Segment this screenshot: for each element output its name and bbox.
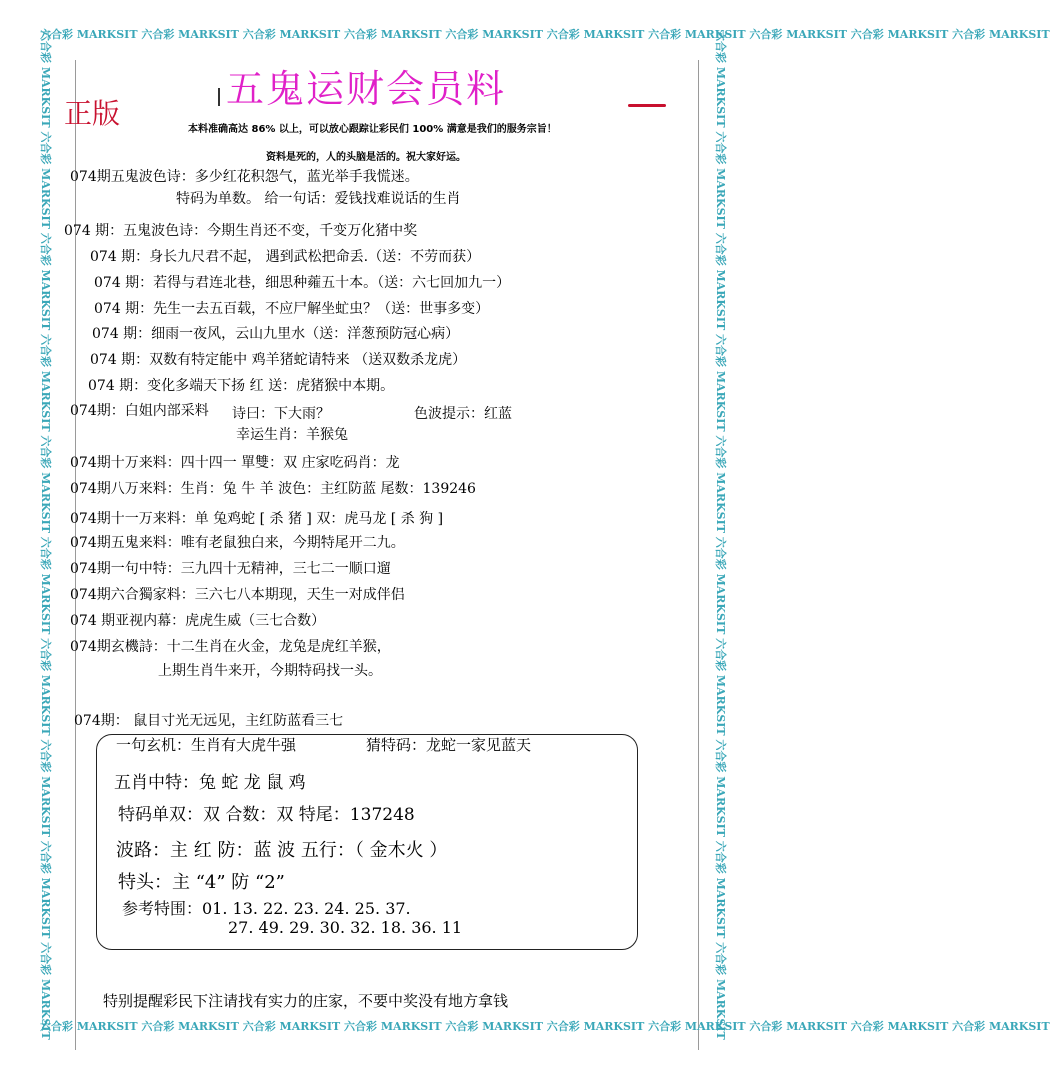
zhengban-badge: 正版 — [64, 97, 121, 130]
line-20: 074 期亚视内幕：虎虎生威（三七合数） — [70, 613, 326, 629]
line-6: 074 期：先生一去五百载，不应尸解坐虻虫？（送：世事多变） — [94, 301, 490, 317]
box-line-7: 27. 49. 29. 30. 32. 18. 36. 11 — [228, 918, 463, 937]
line-16: 074期十一万来料：单 兔鸡蛇 [ 杀 猪 ] 双：虎马龙 [ 杀 狗 ] — [70, 511, 444, 527]
frame-right-line — [698, 60, 699, 1050]
line-5: 074 期：若得与君连北巷，细思种蕹五十本。（送：六七回加九一） — [94, 275, 511, 291]
box-line-6: 参考特围：01. 13. 22. 23. 24. 25. 37. — [122, 899, 411, 918]
frame-left-line — [75, 60, 76, 1050]
box-line-1a: 一句玄机：生肖有大虎牛强 — [116, 736, 297, 754]
footer-note: 特别提醒彩民下注请找有实力的庄家，不要中奖没有地方拿钱 — [103, 992, 509, 1010]
line-9: 074 期：变化多端天下扬 红 送：虎猪猴中本期。 — [88, 378, 395, 394]
line-21: 074期玄機詩：十二生肖在火金，龙兔是虎红羊猴， — [70, 639, 391, 655]
box-line-2: 五肖中特：兔 蛇 龙 鼠 鸡 — [114, 773, 306, 793]
line-3: 074 期：五鬼波色诗：今期生肖还不变，千变万化猪中奖 — [64, 223, 418, 239]
line-14: 074期十万来料：四十四一 單雙：双 庄家吃码肖：龙 — [70, 455, 400, 471]
watermark-right-strip — [714, 30, 733, 1040]
box-line-1b: 猜特码：龙蛇一家见蓝天 — [366, 736, 532, 754]
line-23: 074期： 鼠目寸光无远见，主红防蓝看三七 — [74, 713, 344, 729]
red-underline-mark — [628, 104, 666, 107]
slogan-line-2: 资料是死的，人的头脑是活的。祝大家好运。 — [266, 152, 466, 163]
box-line-3: 特码单双：双 合数：双 特尾：137248 — [118, 805, 415, 825]
title-cursor-mark — [218, 88, 220, 106]
box-line-4: 波路：主 红 防：蓝 波 五行：（ 金木火 ） — [116, 840, 448, 861]
watermark-bottom: 六合彩 MARKSIT 六合彩 MARKSIT 六合彩 MARKSIT 六合彩 MARKSIT 六合彩 MARKSIT 六合彩 MARKSIT 六合彩 MARKSIT 六合彩 MARKSIT 六合彩 MARKSIT 六合彩 MARKSIT — [40, 1020, 1050, 1033]
page-title: 五鬼运财会员料 — [226, 67, 507, 111]
line-10: 074期：白姐内部采料 — [70, 403, 209, 419]
line-22: 上期生肖牛来开，今期特码找一头。 — [158, 663, 382, 679]
slogan-line-1: 本料准确高达 86% 以上，可以放心跟踪让彩民们 100% 满意是我们的服务宗旨！ — [188, 124, 557, 135]
line-8: 074 期：双数有特定能中 鸡羊猪蛇请特来 （送双数杀龙虎） — [90, 352, 467, 368]
watermark-top: 六合彩 MARKSIT 六合彩 MARKSIT 六合彩 MARKSIT 六合彩 MARKSIT 六合彩 MARKSIT 六合彩 MARKSIT 六合彩 MARKSIT 六合彩 MARKSIT 六合彩 MARKSIT 六合彩 MARKSIT — [40, 28, 1050, 41]
line-11: 诗曰：下大雨？ — [232, 406, 330, 422]
line-13: 幸运生肖：羊猴兔 — [236, 427, 348, 443]
watermark-left: 六合彩 MARKSIT 六合彩 MARKSIT 六合彩 MARKSIT 六合彩 MARKSIT 六合彩 MARKSIT 六合彩 MARKSIT 六合彩 MARKSIT 六合彩 MARKSIT 六合彩 MARKSIT 六合彩 MARKSIT — [39, 30, 52, 1040]
line-19: 074期六合獨家料：三六七八本期现，天生一对成伴侣 — [70, 587, 405, 603]
line-18: 074期一句中特：三九四十无精神，三七二一顺口遛 — [70, 561, 391, 577]
line-17: 074期五鬼来料：唯有老鼠独白来，今期特尾开二九。 — [70, 535, 405, 551]
line-4: 074 期：身长九尺君不起， 遇到武松把命丢.（送：不劳而获） — [90, 249, 481, 265]
line-15: 074期八万来料：生肖：兔 牛 羊 波色：主红防蓝 尾数：139246 — [70, 481, 476, 497]
line-1: 074期五鬼波色诗：多少红花积怨气，蓝光举手我慌迷。 — [70, 169, 419, 185]
line-12: 色波提示：红蓝 — [414, 406, 512, 422]
box-line-5: 特头：主 “4” 防 “2” — [118, 872, 285, 893]
watermark-right: 六合彩 MARKSIT 六合彩 MARKSIT 六合彩 MARKSIT 六合彩 MARKSIT 六合彩 MARKSIT 六合彩 MARKSIT 六合彩 MARKSIT 六合彩 MARKSIT 六合彩 MARKSIT 六合彩 MARKSIT — [714, 30, 727, 1040]
line-7: 074 期：细雨一夜风，云山九里水（送：洋葱预防冠心病） — [92, 326, 460, 342]
line-2: 特码为单数。 给一句话：爱钱找难说话的生肖 — [176, 191, 461, 207]
watermark-left-strip — [39, 30, 58, 1040]
